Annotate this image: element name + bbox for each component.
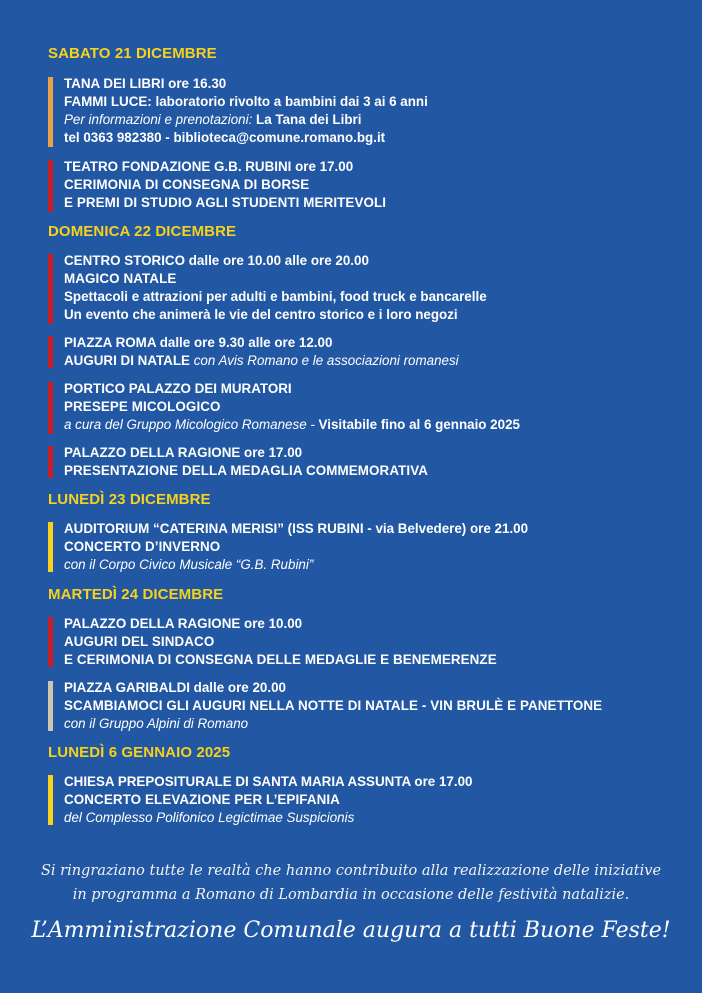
event-organizer: con Avis Romano e le associazioni romanesi (189, 353, 459, 368)
event-title: MAGICO NATALE (64, 271, 177, 286)
day-heading-tue-24: MARTEDÌ 24 DICEMBRE (48, 586, 224, 603)
event-tana-dei-libri (48, 75, 688, 147)
event-title: CERIMONIA DI CONSEGNA DI BORSE (64, 177, 310, 192)
event-title: FAMMI LUCE: (64, 94, 152, 109)
event-piazza-roma (48, 334, 688, 370)
event-venue-time: TEATRO FONDAZIONE G.B. RUBINI ore 17.00 (64, 159, 354, 174)
event-color-bar (48, 681, 53, 731)
event-performer: del Complesso Polifonico Legictimae Suspicionis (64, 810, 355, 825)
thanks-line-1: Si ringraziano tutte le realtà che hanno contribuito alla realizzazione delle iniziative (40, 863, 662, 879)
event-centro-storico (48, 252, 688, 324)
event-title: CONCERTO D’INVERNO (64, 539, 221, 554)
event-title: AUGURI DEL SINDACO (64, 634, 215, 649)
event-auditorium-merisi (48, 520, 688, 574)
event-color-bar (48, 336, 53, 368)
event-contact: tel 0363 982380 - biblioteca@comune.romano.bg.it (64, 130, 386, 145)
event-chiesa-santa-maria (48, 773, 688, 827)
event-color-bar (48, 160, 53, 212)
event-info-venue: La Tana dei Libri (252, 112, 362, 127)
event-color-bar (48, 522, 53, 572)
event-venue-time: CENTRO STORICO dalle ore 10.00 alle ore 20.00 (64, 253, 369, 268)
event-title: PRESEPE MICOLOGICO (64, 399, 221, 414)
event-color-bar (48, 382, 53, 434)
event-auguri-sindaco (48, 615, 688, 669)
day-heading-mon-6-jan: LUNEDÌ 6 GENNAIO 2025 (48, 744, 231, 761)
event-title: CONCERTO ELEVAZIONE PER L’EPIFANIA (64, 792, 340, 807)
event-dates: Visitabile fino al 6 gennaio 2025 (318, 417, 520, 432)
event-performer: con il Corpo Civico Musicale “G.B. Rubini” (64, 557, 314, 572)
event-title: PRESENTAZIONE DELLA MEDAGLIA COMMEMORATIVA (64, 463, 428, 478)
event-organizer: con il Gruppo Alpini di Romano (64, 716, 249, 731)
event-venue-time: TANA DEI LIBRI ore 16.30 (64, 76, 227, 91)
event-title-cont: E PREMI DI STUDIO AGLI STUDENTI MERITEVOLI (64, 195, 387, 210)
event-venue-time: CHIESA PREPOSITURALE DI SANTA MARIA ASSUNTA ore 17.00 (64, 774, 473, 789)
event-title-cont: E CERIMONIA DI CONSEGNA DELLE MEDAGLIE E BENEMERENZE (64, 652, 497, 667)
event-piazza-garibaldi (48, 679, 688, 733)
event-description-cont: Un evento che animerà le vie del centro storico e i loro negozi (64, 307, 458, 322)
day-heading-sun-22: DOMENICA 22 DICEMBRE (48, 223, 237, 240)
event-description: laboratorio rivolto a bambini dai 3 ai 6 anni (151, 94, 428, 109)
event-info-label: Per informazioni e prenotazioni: (64, 112, 253, 127)
event-palazzo-ragione-medaglia (48, 444, 688, 480)
event-venue-time: PALAZZO DELLA RAGIONE ore 17.00 (64, 445, 303, 460)
event-teatro-rubini (48, 158, 688, 212)
event-color-bar (48, 254, 53, 324)
thanks-note (0, 859, 702, 907)
event-title: SCAMBIAMOCI GLI AUGURI NELLA NOTTE DI NATALE - VIN BRULÈ E PANETTONE (64, 698, 603, 713)
event-venue-time: PIAZZA ROMA dalle ore 9.30 alle ore 12.00 (64, 335, 333, 350)
event-color-bar (48, 77, 53, 147)
day-heading-sat-21: SABATO 21 DICEMBRE (48, 45, 217, 62)
event-organizer: a cura del Gruppo Micologico Romanese - (64, 417, 319, 432)
season-greeting: L’Amministrazione Comunale augura a tutti Buone Feste! (31, 918, 671, 943)
event-venue-time: PALAZZO DELLA RAGIONE ore 10.00 (64, 616, 303, 631)
event-color-bar (48, 446, 53, 478)
thanks-line-2: in programma a Romano di Lombardia in occasione delle festività natalizie. (72, 887, 630, 903)
event-portico-muratori (48, 380, 688, 434)
event-venue-time: PIAZZA GARIBALDI dalle ore 20.00 (64, 680, 286, 695)
event-description: Spettacoli e attrazioni per adulti e bambini, food truck e bancarelle (64, 289, 487, 304)
event-color-bar (48, 775, 53, 825)
event-venue-time: AUDITORIUM “CATERINA MERISI” (ISS RUBINI - via Belvedere) ore 21.00 (64, 521, 529, 536)
day-heading-mon-23: LUNEDÌ 23 DICEMBRE (48, 491, 211, 508)
event-title: AUGURI DI NATALE (64, 353, 190, 368)
event-venue-time: PORTICO PALAZZO DEI MURATORI (64, 381, 292, 396)
event-color-bar (48, 617, 53, 667)
